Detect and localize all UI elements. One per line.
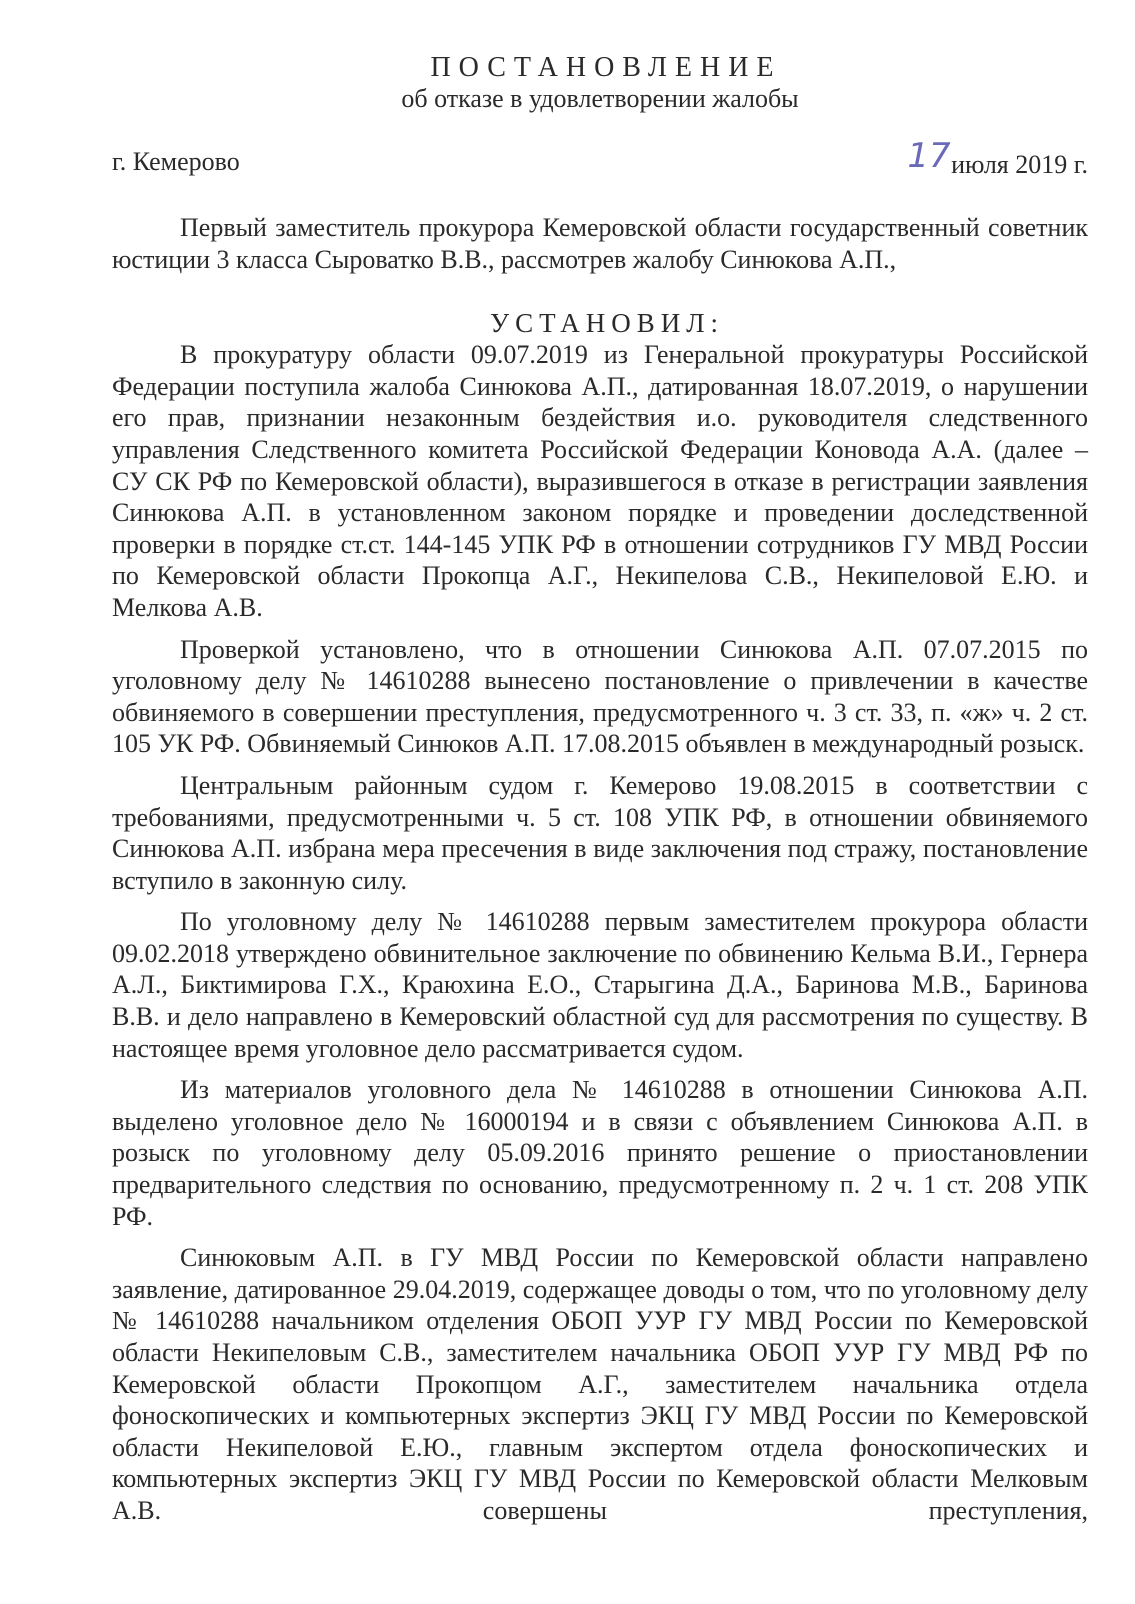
place-date-line: [112, 136, 1088, 186]
intro-paragraph: Первый заместитель прокурора Кемеровской области государственный советник юстиции 3 класса Сыроватко В.В., рассмотрев жалобу Синюкова А.П.,: [112, 213, 1088, 274]
printed-date: июля 2019 г.: [951, 150, 1088, 179]
document-page: [112, 52, 1088, 1527]
paragraph-complaint: В прокуратуру области 09.07.2019 из Генеральной прокуратуры Российской Федерации поступила жалоба Синюкова А.П., датированная 18.07.2019, о нарушении его прав, признании незаконным бездействия и.о. руководителя следственного управления Следственного комитета Российской Федерации Коновода А.А. (далее – СУ СК РФ по Кемеровской области), выразившегося в отказе в регистрации заявления Синюкова А.П. в установленном законом порядке и проведении доследственной проверки в порядке ст.ст. 144-145 УПК РФ в отношении сотрудников ГУ МВД России по Кемеровской области Прокопца А.Г., Некипелова С.В., Некипеловой Е.Ю. и Мелкова А.В.: [112, 340, 1088, 622]
paragraph-statement: Синюковым А.П. в ГУ МВД России по Кемеровской области направлено заявление, датированное 29.04.2019, содержащее доводы о том, что по уголовному делу № 14610288 начальником отделения ОБОП УУР ГУ МВД России по Кемеровской области Некипеловым С.В., заместителем начальника ОБОП УУР ГУ МВД РФ по Кемеровской области Прокопцом А.Г., заместителем начальника отдела фоноскопических и компьютерных экспертиз ЭКЦ ГУ МВД России по Кемеровской области Некипеловой Е.Ю., главным экспертом отдела фоноскопических и компьютерных экспертиз ЭКЦ ГУ МВД России по Кемеровской области Мелковым А.В. совершены преступления,: [112, 1243, 1088, 1525]
paragraph-investigation: Проверкой установлено, что в отношении Синюкова А.П. 07.07.2015 по уголовному делу № 14610288 вынесено постановление о привлечении в качестве обвиняемого в совершении преступления, предусмотренного ч. 3 ст. 33, п. «ж» ч. 2 ст. 105 УК РФ. Обвиняемый Синюков А.П. 17.08.2015 объявлен в международный розыск.: [112, 634, 1088, 759]
paragraph-court: Центральным районным судом г. Кемерово 19.08.2015 в соответствии с требованиями, предусмотренными ч. 5 ст. 108 УПК РФ, в отношении обвиняемого Синюкова А.П. избрана мера пресечения в виде заключения под стражу, постановление вступило в законную силу.: [112, 770, 1088, 895]
document-subtitle: об отказе в удовлетворении жалобы: [401, 84, 799, 113]
handwritten-day: 17: [907, 136, 951, 176]
city: г. Кемерово: [112, 147, 240, 176]
document-title: ПОСТАНОВЛЕНИЕ: [430, 52, 782, 83]
document-date: [907, 136, 1088, 181]
established-heading: УСТАНОВИЛ:: [489, 308, 725, 339]
paragraph-separated-case: Из материалов уголовного дела № 14610288 в отношении Синюкова А.П. выделено уголовное дело № 16000194 и в связи с объявлением Синюкова А.П. в розыск по уголовному делу 05.09.2016 принято решение о приостановлении предварительного следствия по основанию, предусмотренному п. 2 ч. 1 ст. 208 УПК РФ.: [112, 1075, 1088, 1231]
paragraph-indictment: По уголовному делу № 14610288 первым заместителем прокурора области 09.02.2018 утверждено обвинительное заключение по обвинению Кельма В.И., Гернера А.Л., Биктимирова Г.Х., Краюхина Е.О., Старыгина Д.А., Баринова М.В., Баринова В.В. и дело направлено в Кемеровский областной суд для рассмотрения по существу. В настоящее время уголовное дело рассматривается судом.: [112, 907, 1088, 1063]
